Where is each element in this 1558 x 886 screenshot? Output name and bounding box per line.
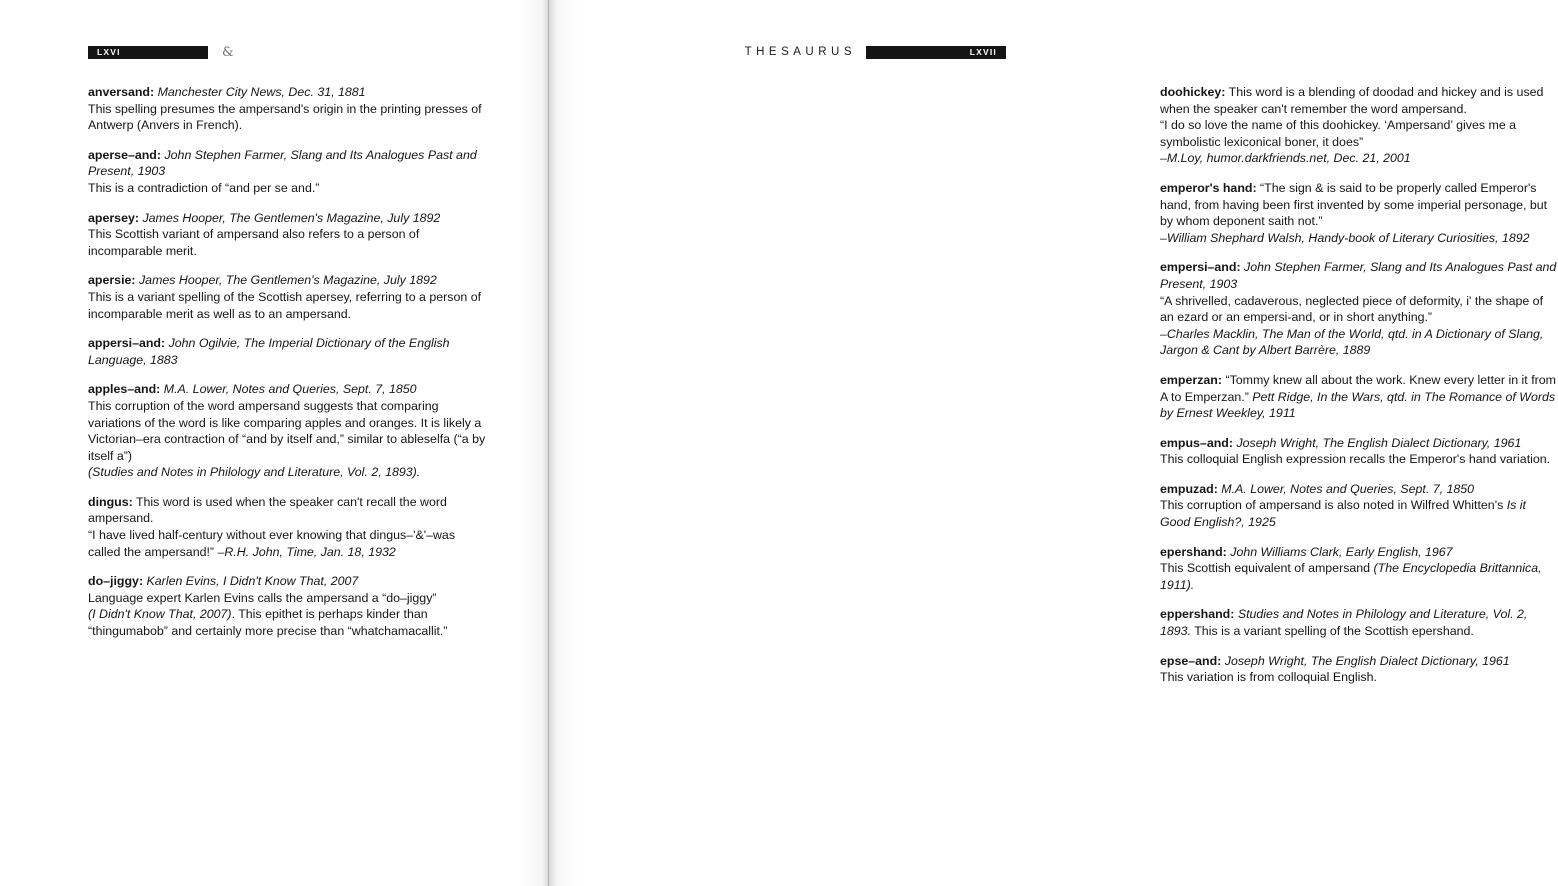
- entry-term: doohickey:: [1160, 85, 1226, 99]
- entry-term: do–jiggy:: [88, 574, 144, 589]
- entry: [1160, 481, 1558, 531]
- entry-term: apples–and:: [88, 382, 161, 397]
- entry-source: M.A. Lower, Notes and Queries, Sept. 7, 1850: [1221, 481, 1475, 496]
- entry-body: This Scottish equivalent of ampersand: [1160, 561, 1371, 576]
- entry-quote-attrib: –Charles Macklin, The Man of the World, qtd. in A Dictionary of Slang, Jargon & Cant by Albert Barrère, 1889: [1160, 326, 1544, 358]
- entry: [88, 494, 488, 560]
- entry-source: Studies and Notes in Philology and Literature, Vol. 2, 1893.: [1160, 607, 1528, 639]
- entry: [88, 335, 488, 368]
- entry-term: anversand:: [88, 85, 155, 99]
- right-column: [1160, 84, 1558, 699]
- entry-body: This variation is from colloquial English.: [1160, 670, 1377, 685]
- entry-quote: “I do so love the name of this doohickey. ‘Ampersand’ gives me a symbolistic lexiconical boner, it does”: [1160, 118, 1517, 149]
- entry: [88, 381, 488, 481]
- left-page: [0, 0, 549, 886]
- entry-source: Joseph Wright, The English Dialect Dictionary, 1961: [1224, 653, 1510, 668]
- entry-term: apersie:: [88, 273, 136, 288]
- folio-right: [866, 46, 1006, 59]
- entry: [88, 210, 488, 260]
- entry-term: epershand:: [1160, 544, 1227, 559]
- entry: [1160, 259, 1558, 359]
- entry-term: eppershand:: [1160, 607, 1235, 622]
- entry-body: Language expert Karlen Evins calls the ampersand a “do–jiggy”: [88, 590, 437, 605]
- entry-term: emperor's hand:: [1160, 180, 1257, 195]
- entry-body-tail: (Studies and Notes in Philology and Literature, Vol. 2, 1893).: [88, 465, 421, 480]
- entry-source: John Stephen Farmer, Slang and Its Analogues Past and Present, 1903: [88, 147, 477, 179]
- entry-term: aperse–and:: [88, 147, 162, 162]
- entry-body: This word is a blending of doodad and hickey and is used when the speaker can't remember the word ampersand.: [1160, 85, 1544, 116]
- entry-body: This is a contradiction of “and per se and.”: [88, 180, 320, 195]
- entry-term: empus–and:: [1160, 435, 1233, 450]
- entry: [1160, 606, 1558, 639]
- entry: [88, 84, 488, 134]
- entry-quote: “The sign & is said to be properly called Emperor's hand, from having been first invented by some imperial personage, but by whom deponent saith not.”: [1160, 180, 1548, 229]
- entry-term: emperzan:: [1160, 372, 1222, 387]
- entry-body: This is a variant spelling of the Scottish apersey, referring to a person of incomparable merit as well as to an ampersand.: [88, 289, 482, 321]
- entry: [1160, 180, 1558, 246]
- entry-term: epse–and:: [1160, 653, 1222, 668]
- entry-quote-attrib: Pett Ridge, In the Wars, qtd. in The Romance of Words by Ernest Weekley, 1911: [1160, 389, 1556, 421]
- entry-term: empuzad:: [1160, 481, 1218, 496]
- right-page-header: [676, 44, 1006, 60]
- entry: [1160, 435, 1558, 468]
- entry-body-continued: . This epithet is perhaps kinder than “thingumabob” and certainly more precise than “whatchamacallit.”: [88, 607, 448, 639]
- right-page: [549, 0, 1557, 886]
- entry-quote: “I have lived half-century without ever knowing that dingus–'&'–was called the ampersand!”: [88, 528, 456, 559]
- entry-source: John Williams Clark, Early English, 1967: [1230, 544, 1453, 559]
- entry-quote: “Tommy knew all about the work. Knew every letter in it from A to Emperzan.”: [1160, 372, 1556, 404]
- left-page-header: [88, 44, 288, 60]
- ampersand-icon: &: [222, 44, 234, 60]
- entry-body-italic-tail: (The Encyclopedia Brittannica, 1911).: [1160, 561, 1542, 592]
- left-column: [88, 84, 488, 653]
- entry-body-italic-tail: Is it Good English?, 1925: [1160, 498, 1526, 530]
- entry: [1160, 653, 1558, 686]
- entry-quote-attrib: –M.Loy, humor.darkfriends.net, Dec. 21, 2001: [1160, 151, 1411, 166]
- running-head: THESAURUS: [744, 46, 856, 58]
- entry-source: James Hooper, The Gentlemen's Magazine, July 1892: [142, 210, 441, 225]
- entry: [88, 147, 488, 197]
- entry: [1160, 372, 1558, 422]
- book-spine: [548, 0, 549, 886]
- entry-quote-attrib: –William Shephard Walsh, Handy-book of Literary Curiosities, 1892: [1160, 230, 1530, 245]
- entry-body: This is a variant spelling of the Scottish epershand.: [1194, 624, 1474, 639]
- folio-right-number: LXVII: [969, 47, 997, 57]
- entry-source: Karlen Evins, I Didn't Know That, 2007: [146, 574, 359, 589]
- entry-term: appersi–and:: [88, 336, 166, 351]
- entry-source: John Ogilvie, The Imperial Dictionary of the English Language, 1883: [88, 336, 450, 367]
- entry: [88, 272, 488, 322]
- folio-left: [88, 46, 208, 59]
- entry-term: apersey:: [88, 210, 139, 225]
- entry: [1160, 84, 1558, 167]
- entry-term: dingus:: [88, 494, 133, 509]
- entry: [1160, 544, 1558, 594]
- folio-left-number: LXVI: [97, 47, 121, 57]
- entry-source: John Stephen Farmer, Slang and Its Analogues Past and Present, 1903: [1160, 260, 1557, 291]
- entry-body: This spelling presumes the ampersand's origin in the printing presses of Antwerp (Anvers in French).: [88, 101, 482, 133]
- entry-body-italic: (I Didn't Know That, 2007): [88, 607, 232, 622]
- entry: [88, 573, 488, 639]
- entry-source: Manchester City News, Dec. 31, 1881: [157, 85, 366, 99]
- entry-body: This corruption of the word ampersand suggests that comparing variations of the word is like comparing apples and oranges. It is likely a Victorian–era contraction of “and by itself and,” similar to ableselfa (“a by itself a”): [88, 398, 486, 463]
- entry-quote-attrib: –R.H. John, Time, Jan. 18, 1932: [217, 544, 396, 559]
- entry-source: James Hooper, The Gentlemen's Magazine, July 1892: [138, 273, 437, 288]
- entry-quote: “A shrivelled, cadaverous, neglected piece of deformity, i' the shape of an ezard or an empersi-and, or in short anything.”: [1160, 293, 1544, 325]
- entry-term: empersi–and:: [1160, 260, 1241, 275]
- entry-body: This word is used when the speaker can't recall the word ampersand.: [88, 494, 447, 526]
- entry-body: This corruption of ampersand is also noted in Wilfred Whitten's: [1160, 498, 1504, 513]
- entry-body: This colloquial English expression recalls the Emperor's hand variation.: [1160, 452, 1551, 467]
- entry-source: M.A. Lower, Notes and Queries, Sept. 7, 1850: [163, 382, 417, 397]
- entry-source: Joseph Wright, The English Dialect Dictionary, 1961: [1236, 435, 1522, 450]
- entry-body: This Scottish variant of ampersand also refers to a person of incomparable merit.: [88, 227, 420, 258]
